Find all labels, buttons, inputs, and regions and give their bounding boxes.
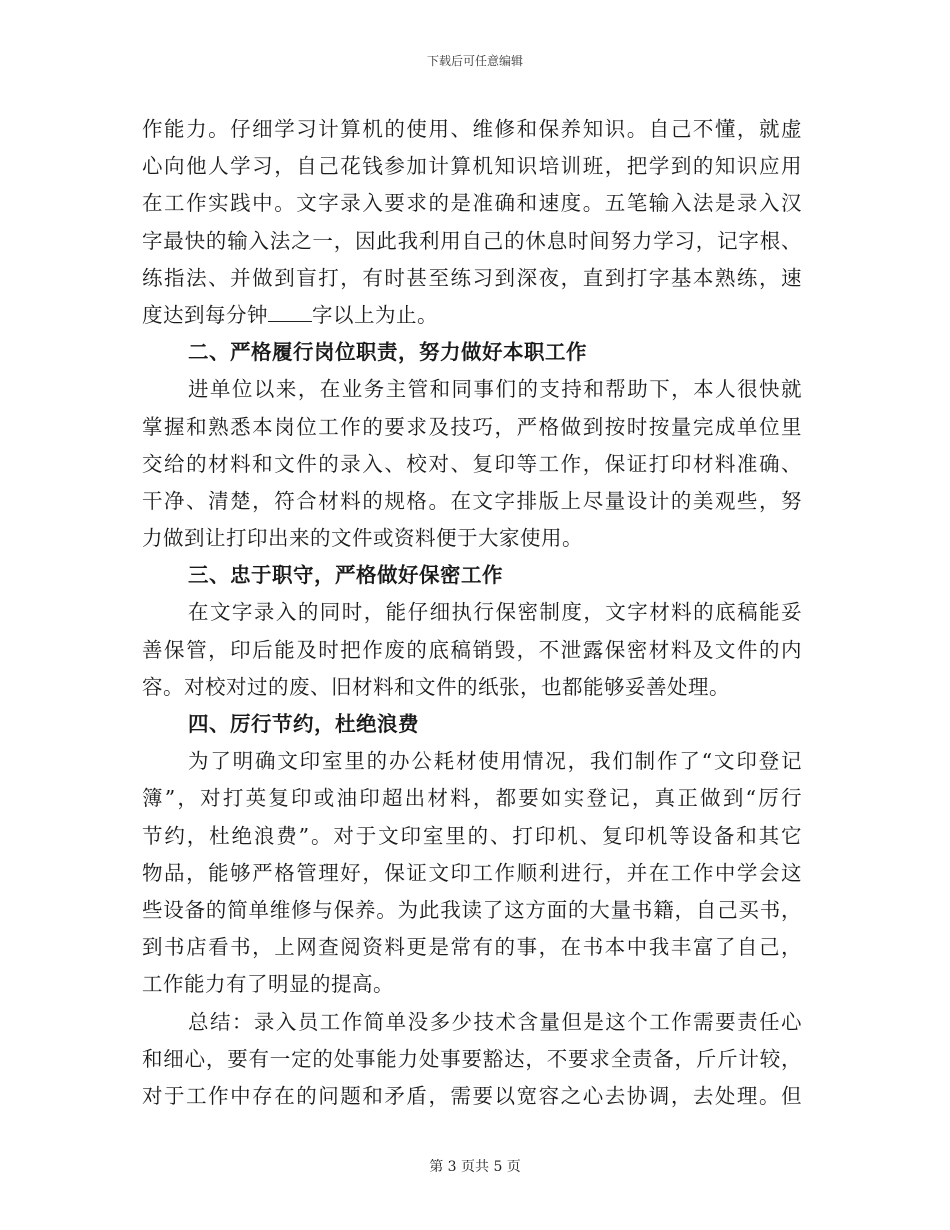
body-line: 节约，杜绝浪费”。对于文印室里的、打印机、复印机等设备和其它 xyxy=(142,823,802,848)
body-line: 练指法、并做到盲打，有时甚至练习到深夜，直到打字基本熟练，速 xyxy=(142,265,802,290)
body-line: 在文字录入的同时，能仔细执行保密制度，文字材料的底稿能妥 xyxy=(188,600,802,625)
body-line: 心向他人学习，自己花钱参加计算机知识培训班，把学到的知识应用 xyxy=(142,154,802,179)
speed-line xyxy=(142,297,802,334)
body-line: 字最快的输入法之一，因此我利用自己的休息时间努力学习，记字根、 xyxy=(142,228,802,253)
body-line: 和细心，要有一定的处事能力处事要豁达，不要求全责备，斤斤计较， xyxy=(142,1046,802,1071)
body-line: 容。对校对过的废、旧材料和文件的纸张，也都能够妥善处理。 xyxy=(142,674,730,699)
page-footer: 第 3 页共 5 页 xyxy=(429,1159,521,1175)
body-line: 簿”，对打英复印或油印超出材料，都要如实登记，真正做到“厉行 xyxy=(142,786,802,811)
body-line: 到书店看书，上网查阅资料更是常有的事，在书本中我丰富了自己， xyxy=(142,935,802,960)
speed-line-before: 度达到每分钟 xyxy=(142,302,268,327)
body-line: 力做到让打印出来的文件或资料便于大家使用。 xyxy=(142,526,583,551)
body-line: 工作能力有了明显的提高。 xyxy=(142,972,394,997)
body-line: 交给的材料和文件的录入、校对、复印等工作，保证打印材料准确、 xyxy=(142,451,802,476)
body-line: 进单位以来，在业务主管和同事们的支持和帮助下，本人很快就 xyxy=(188,377,802,402)
body-line: 善保管，印后能及时把作废的底稿销毁，不泄露保密材料及文件的内 xyxy=(142,637,802,662)
body-line: 为了明确文印室里的办公耗材使用情况，我们制作了“文印登记 xyxy=(188,749,802,774)
section-heading-4: 四、厉行节约，杜绝浪费 xyxy=(188,712,419,736)
body-line: 些设备的简单维修与保养。为此我读了这方面的大量书籍，自己买书， xyxy=(142,897,802,922)
section-heading-2: 二、严格履行岗位职责，努力做好本职工作 xyxy=(188,340,587,365)
body-line: 掌握和熟悉本岗位工作的要求及技巧，严格做到按时按量完成单位里 xyxy=(142,414,802,439)
document-body xyxy=(142,111,802,1115)
speed-line-after: 字以上为止。 xyxy=(312,302,438,327)
body-line: 对于工作中存在的问题和矛盾，需要以宽容之心去协调，去处理。但 xyxy=(142,1083,802,1108)
fill-in-blank xyxy=(268,301,312,322)
page-header: 下载后可任意编辑 xyxy=(426,54,523,68)
section-heading-3: 三、忠于职守，严格做好保密工作 xyxy=(188,563,503,588)
body-line: 物品，能够严格管理好，保证文印工作顺利进行，并在工作中学会这 xyxy=(142,860,802,885)
body-line: 作能力。仔细学习计算机的使用、维修和保养知识。自己不懂，就虚 xyxy=(142,117,802,141)
body-line: 在工作实践中。文字录入要求的是准确和速度。五笔输入法是录入汉 xyxy=(142,191,802,216)
summary-line: 总结：录入员工作简单没多少技术含量但是这个工作需要责任心 xyxy=(188,1009,802,1034)
body-line: 干净、清楚，符合材料的规格。在文字排版上尽量设计的美观些，努 xyxy=(142,488,802,513)
